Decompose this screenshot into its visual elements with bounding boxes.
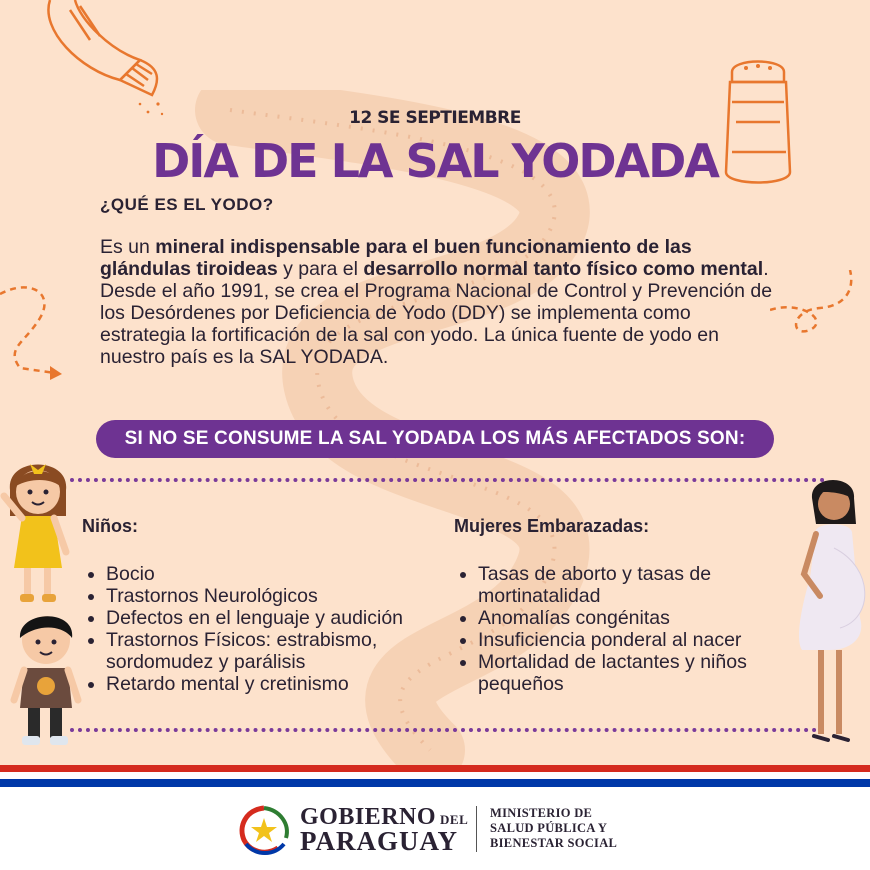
boy-illustration [10,604,90,754]
ministry-line: BIENESTAR SOCIAL [490,836,618,850]
girl-illustration [0,456,80,606]
list-item: • Insuficiencia ponderal al nacer [478,629,784,651]
women-section [454,516,784,695]
intro-bold-text: mineral indispensable para el buen funcionamiento de las glándulas tiroideas [100,236,692,280]
list-item: • Mortalidad de lactantes y niños pequeños [478,651,784,695]
women-heading: Mujeres Embarazadas: [454,516,650,536]
footer-divider [476,806,477,852]
paraguay-seal-icon [236,804,292,856]
gov-name-text: GOBIERNO [300,804,437,830]
intro-question: ¿QUÉ ES EL YODO? [100,195,274,214]
dotted-divider-top [70,478,825,482]
list-item: • Defectos en el lenguaje y audición [106,607,422,629]
women-list [454,563,784,695]
ministry-name [490,806,617,851]
list-item: • Trastornos Físicos: estrabismo, sordomudez y parálisis [106,629,422,673]
intro-text: Es un [100,236,156,258]
flag-stripe-blue [0,779,870,787]
gov-name-del: DEL [440,812,469,827]
list-item: • Tasas de aborto y tasas de mortinatalidad [478,563,784,607]
children-section [82,516,422,695]
dashed-arrow-left-decoration [0,278,70,388]
list-item: • Bocio [106,563,422,585]
list-item: • Anomalías congénitas [478,607,784,629]
intro-bold-text: desarrollo normal tanto físico como mental [363,258,764,280]
intro-text: . Desde el año 1991, se crea el Programa Nacional de Control y Prevención de los Desórdenes por Deficiencia de Yodo (DDY) se implementa como estrategia la fortificación de la sal con yodo. La única fuente de yodo en nuestro país es la SAL YODADA. [100,258,773,368]
pregnant-woman-illustration [790,478,870,750]
flag-stripe-red [0,765,870,772]
affected-banner: SI NO SE CONSUME LA SAL YODADA LOS MÁS AFECTADOS SON: [96,420,774,458]
salt-shaker-icon [40,0,170,120]
intro-paragraph [100,236,780,368]
flag-stripe-white [0,772,870,779]
intro-text: y para el [277,258,364,280]
gov-name-line2: PARAGUAY [300,826,459,856]
event-date: 12 SE SEPTIEMBRE [349,108,521,128]
list-item: • Trastornos Neurológicos [106,585,422,607]
list-item: • Retardo mental y cretinismo [106,673,422,695]
ministry-line: MINISTERIO DE [490,806,593,820]
ministry-line: SALUD PÚBLICA Y [490,821,608,835]
dotted-divider-bottom [70,728,825,732]
dashed-swirl-right-decoration [770,270,870,340]
page-title: DÍA DE LA SAL YODADA [152,134,718,188]
children-heading: Niños: [82,516,138,536]
children-list [82,563,422,695]
